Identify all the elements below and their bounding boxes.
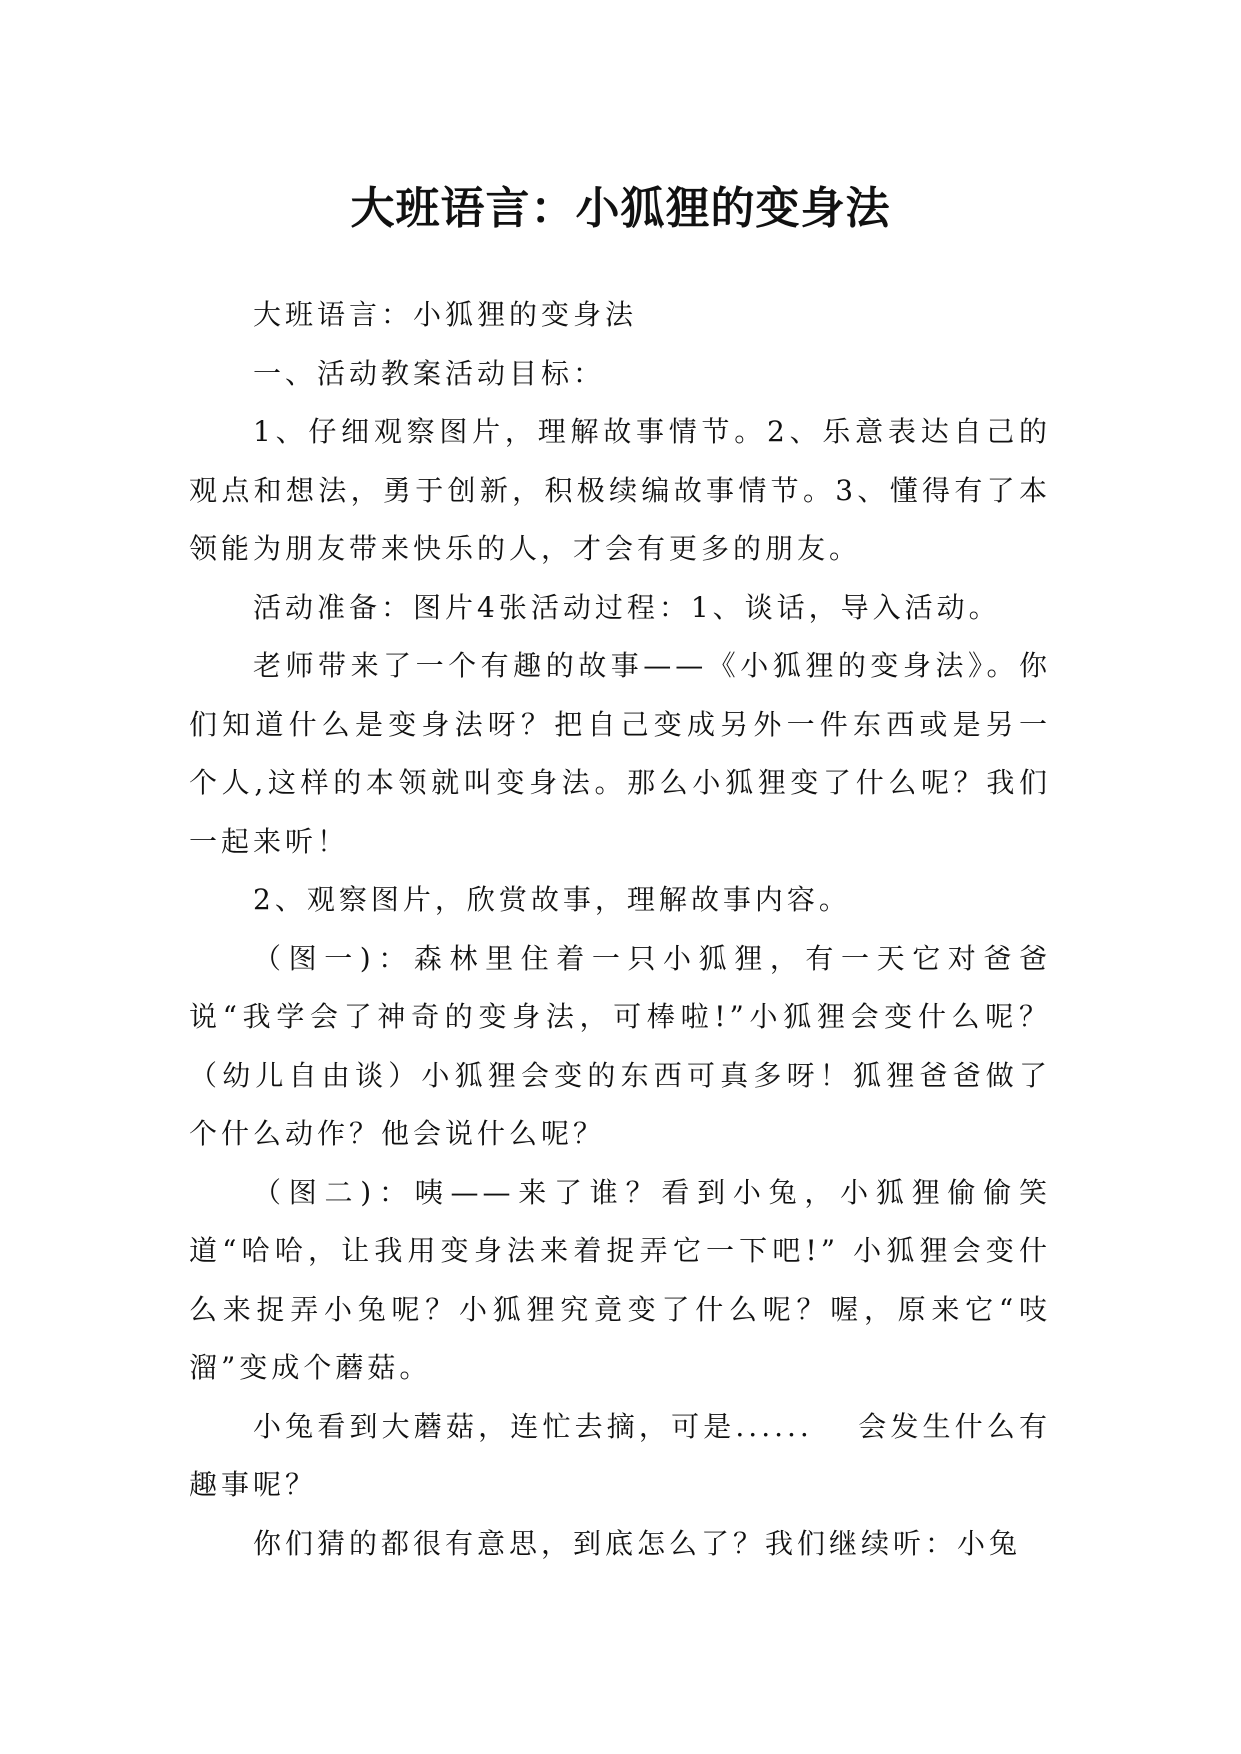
paragraph: 一、活动教案活动目标：: [253, 356, 606, 390]
paragraph: （图二)：咦——来了谁？看到小兔，小狐狸偷偷笑道“哈哈，让我用变身法来着捉弄它一下吧!” 小狐狸会变什么来捉弄小兔呢？小狐狸究竟变了什么呢？喔，原来它“吱溜”变成个蘑菇。: [189, 1175, 1051, 1384]
paragraph: 小兔看到大蘑菇，连忙去摘，可是...... 会发生什么有趣事呢？: [189, 1409, 1051, 1501]
document-body: [189, 286, 1051, 1573]
paragraph: 大班语言：小狐狸的变身法: [253, 298, 638, 331]
paragraph: （图一)：森林里住着一只小狐狸，有一天它对爸爸说“我学会了神奇的变身法，可棒啦!”小狐狸会变什么呢？（幼儿自由谈）小狐狸会变的东西可真多呀！狐狸爸爸做了个什么动作？他会说什么呢？: [189, 941, 1051, 1150]
paragraph: 你们猜的都很有意思，到底怎么了？我们继续听：小兔: [253, 1526, 1022, 1560]
paragraph: 1、仔细观察图片，理解故事情节。2、乐意表达自己的观点和想法，勇于创新，积极续编故事情节。3、懂得有了本领能为朋友带来快乐的人，才会有更多的朋友。: [189, 415, 1051, 565]
paragraph: 老师带来了一个有趣的故事——《小狐狸的变身法》。你们知道什么是变身法呀？把自己变成另外一件东西或是另一个人,这样的本领就叫变身法。那么小狐狸变了什么呢？我们一起来听！: [189, 649, 1051, 858]
paragraph: 2、观察图片，欣赏故事，理解故事内容。: [253, 883, 851, 916]
document-title: 大班语言：小狐狸的变身法: [350, 183, 891, 235]
paragraph: 活动准备：图片4张活动过程：1、谈话，导入活动。: [253, 590, 1001, 624]
